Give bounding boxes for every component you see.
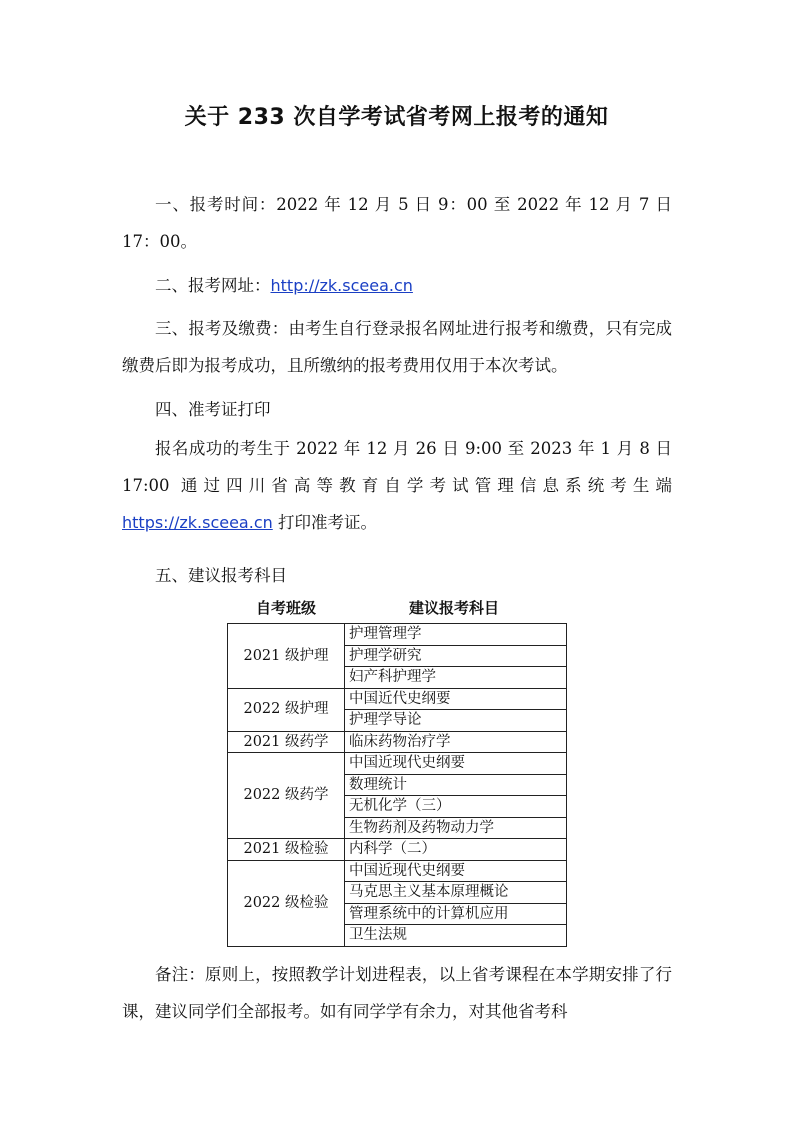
admit-heading: 四、准考证打印 [155, 400, 271, 419]
section-subjects-heading [122, 557, 672, 594]
table-row [228, 624, 567, 646]
class-cell: 2022 级护理 [228, 688, 345, 731]
subjects-heading: 五、建议报考科目 [155, 566, 287, 585]
subject-cell: 数理统计 [345, 774, 567, 796]
exam-site-label: 二、报考网址： [155, 276, 271, 295]
class-cell: 2022 级药学 [228, 753, 345, 839]
fee-text: 三、报考及缴费：由考生自行登录报名网址进行报考和缴费，只有完成缴费后即为报考成功，且所缴纳的报考费用仅用于本次考试。 [122, 319, 672, 375]
note-section [122, 956, 672, 1030]
subject-cell: 内科学（二） [345, 839, 567, 861]
table-row [228, 731, 567, 753]
subject-cell: 护理学研究 [345, 645, 567, 667]
table-header-subjects: 建议报考科目 [409, 599, 500, 617]
exam-site-link[interactable]: http://zk.sceea.cn [270, 276, 413, 295]
section-admit-text [122, 430, 672, 541]
admit-text-2: 打印准考证。 [272, 513, 377, 532]
section-fee [122, 310, 672, 384]
exam-time-text: 一、报考时间：2022 年 12 月 5 日 9：00 至 2022 年 12 月 7 日 17：00。 [122, 195, 672, 251]
table-header-class: 自考班级 [256, 599, 317, 617]
subject-cell: 护理管理学 [345, 624, 567, 646]
document-title: 关于 233 次自学考试省考网上报考的通知 [184, 105, 609, 130]
admit-text-paragraph [122, 430, 672, 504]
subject-cell: 马克思主义基本原理概论 [345, 882, 567, 904]
table-row [228, 860, 567, 882]
subject-cell: 临床药物治疗学 [345, 731, 567, 753]
subject-cell: 中国近现代史纲要 [345, 753, 567, 775]
class-cell: 2021 级检验 [228, 839, 345, 861]
section-exam-site [122, 267, 672, 304]
subject-cell: 生物药剂及药物动力学 [345, 817, 567, 839]
subject-cell: 中国近现代史纲要 [345, 860, 567, 882]
admit-text-1: 报名成功的考生于 2022 年 12 月 26 日 9:00 至 2023 年 1 月 8 日 17:00 通过四川省高等教育自学考试管理信息系统考生端 [122, 439, 672, 495]
table-row [228, 753, 567, 775]
subject-cell: 卫生法规 [345, 925, 567, 947]
subjects-table [227, 623, 567, 947]
subject-cell: 无机化学（三） [345, 796, 567, 818]
subject-cell: 妇产科护理学 [345, 667, 567, 689]
table-row [228, 688, 567, 710]
table-row [228, 839, 567, 861]
admit-text-tail [122, 504, 672, 541]
subjects-table-body [228, 624, 567, 947]
subject-cell: 中国近代史纲要 [345, 688, 567, 710]
section-admit-heading [122, 391, 672, 428]
subject-cell: 管理系统中的计算机应用 [345, 903, 567, 925]
class-cell: 2021 级药学 [228, 731, 345, 753]
class-cell: 2021 级护理 [228, 624, 345, 689]
admit-link[interactable]: https://zk.sceea.cn [122, 513, 273, 532]
subject-cell: 护理学导论 [345, 710, 567, 732]
note-text: 备注：原则上，按照教学计划进程表，以上省考课程在本学期安排了行课，建议同学们全部报考。如有同学学有余力，对其他省考科 [122, 965, 672, 1021]
section-exam-time [122, 186, 672, 260]
class-cell: 2022 级检验 [228, 860, 345, 946]
